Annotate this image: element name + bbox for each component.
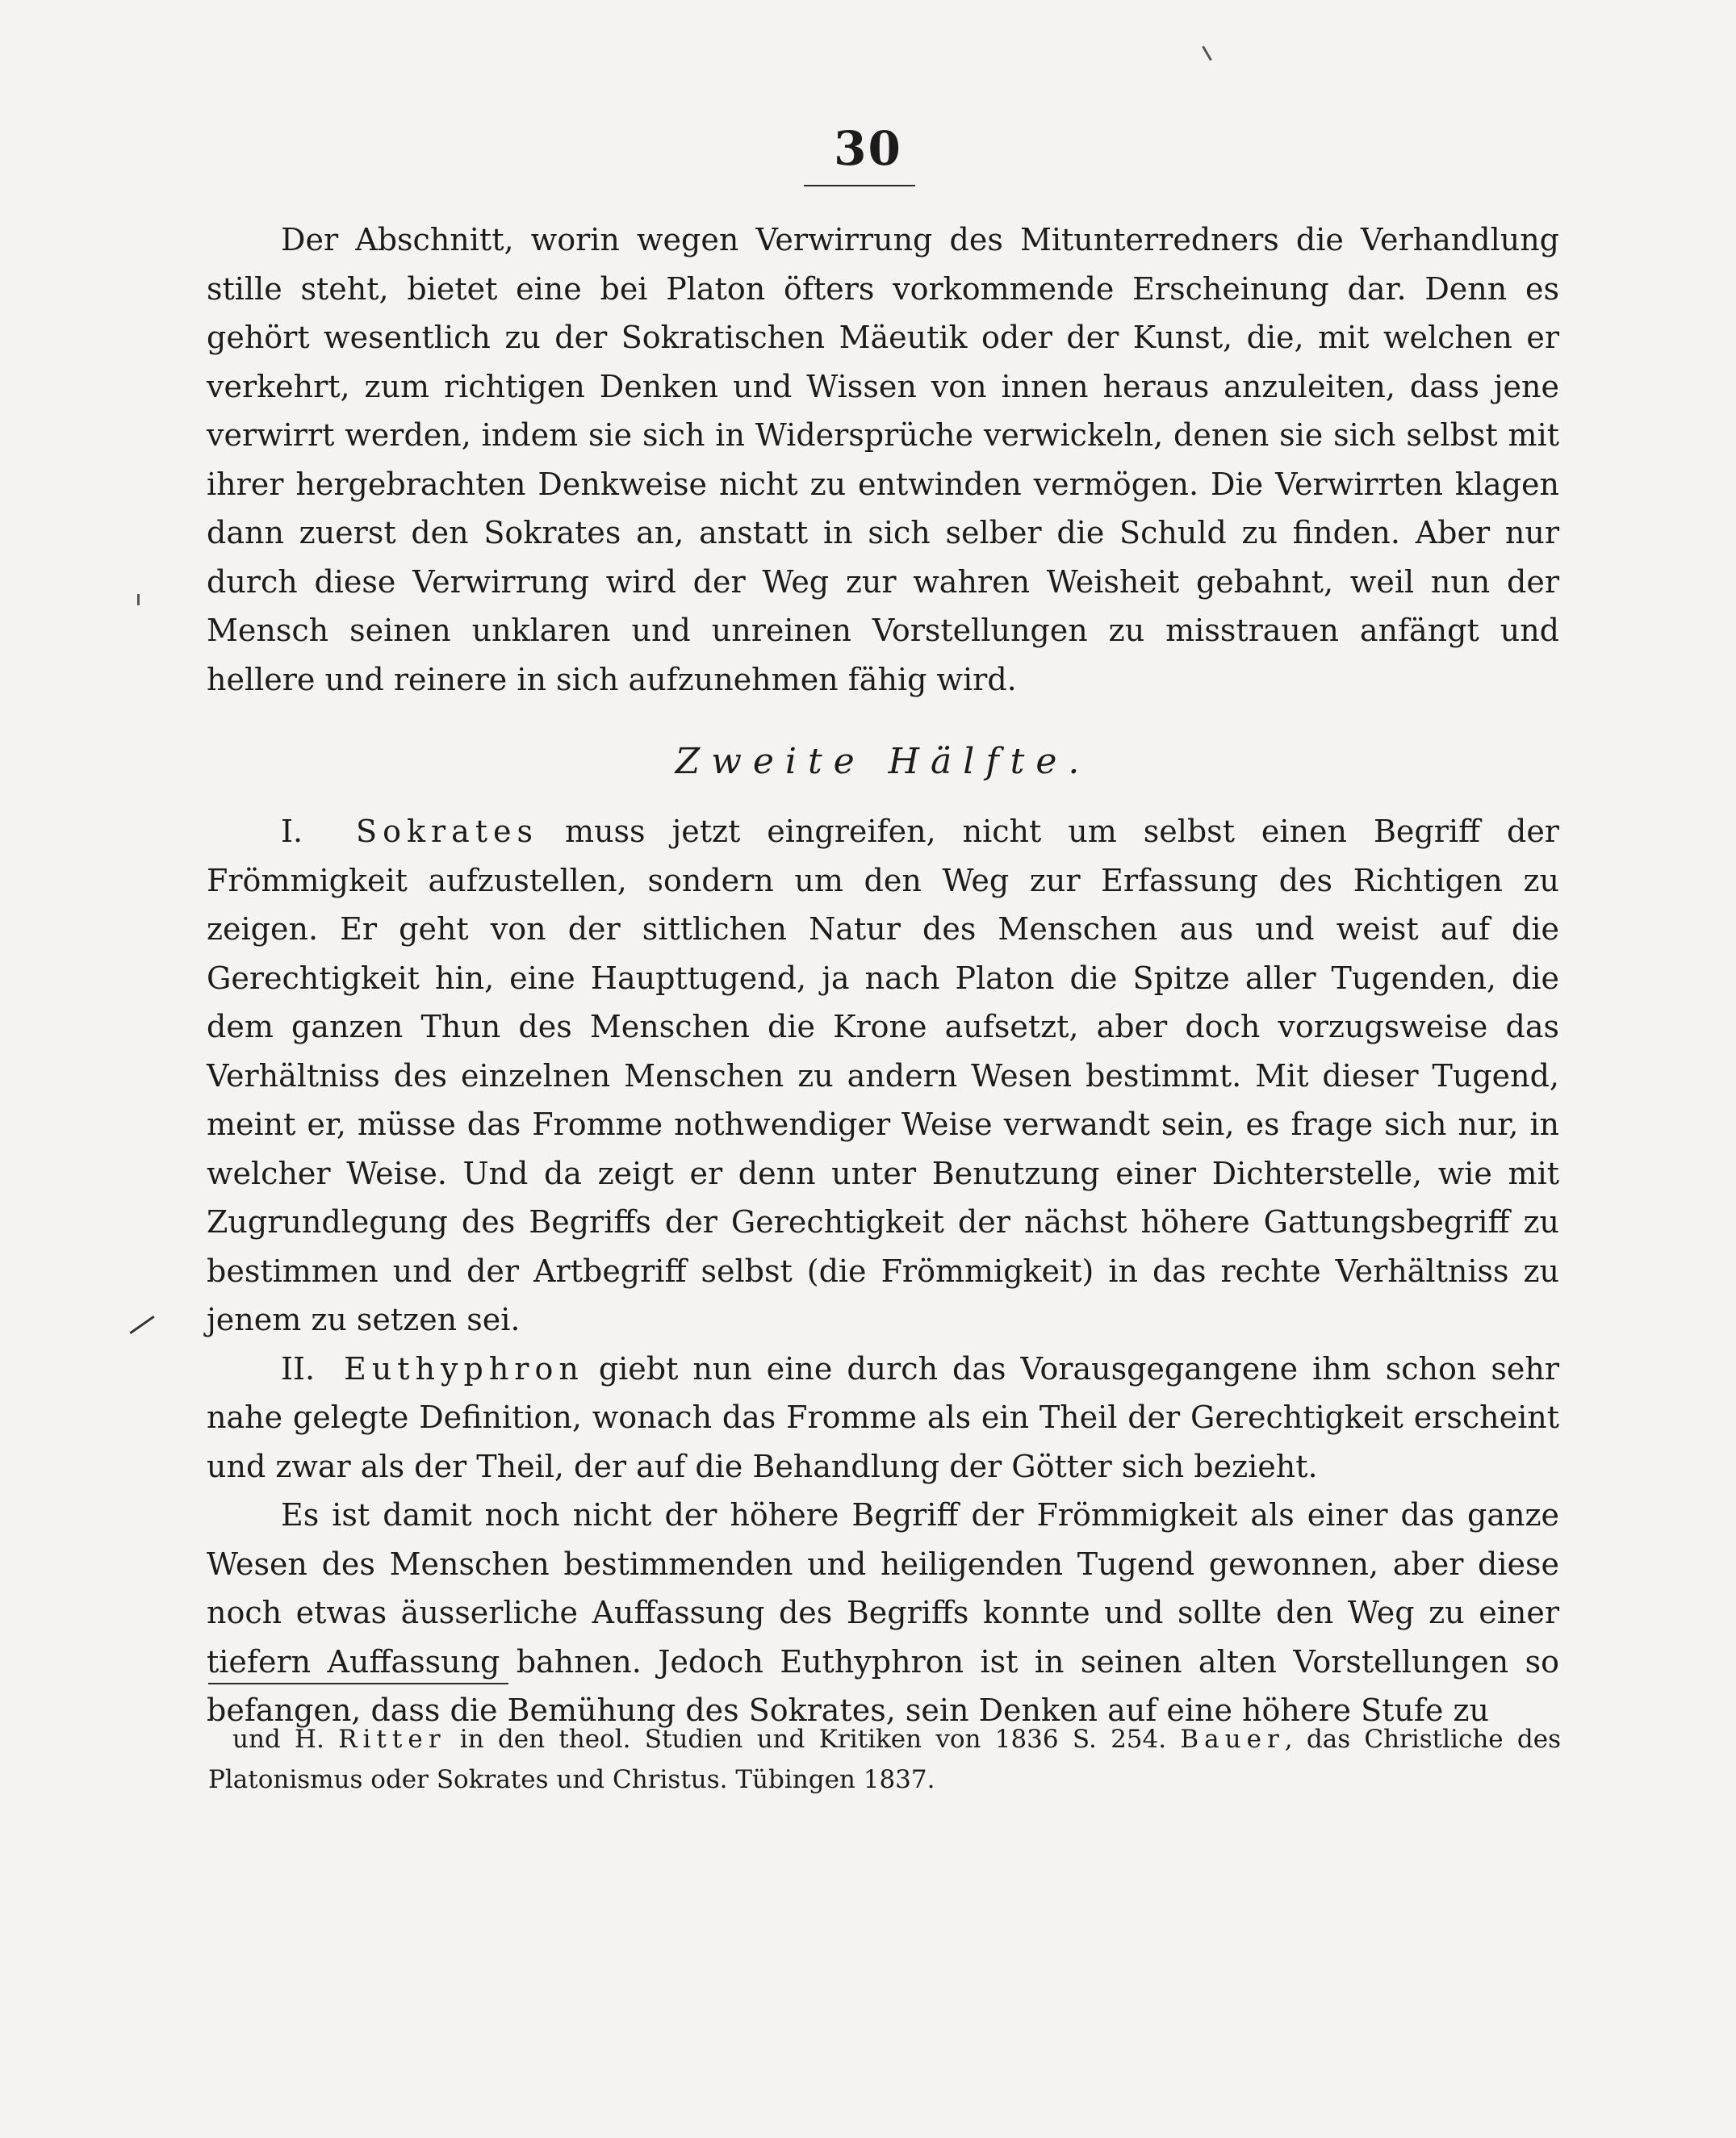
footnote-author-ritter: Ritter — [338, 1725, 446, 1754]
section-1-name: Sokrates — [356, 814, 539, 849]
paragraph-closing: Es ist damit noch nicht der höhere Begriff der Frömmigkeit als einer das ganze Wesen des Menschen bestimmenden und heiligenden Tugend gewonnen, aber diese noch etwas äusserliche Auffassung des Begriffs konnte und sollte den Weg zu einer tiefern Auffassung bahnen. Jedoch Euthyphron ist in seinen alten Vorstellungen so befangen, dass die Bemühung des Sokrates, sein Denken auf eine höhere Stufe zu — [207, 1497, 1559, 1728]
footnote-pre: und H. — [232, 1725, 324, 1754]
margin-arrow-mark — [129, 1316, 154, 1334]
section-heading: Zweite Hälfte. — [675, 741, 1091, 782]
page-number-rule — [804, 185, 915, 186]
paragraph-section-1 — [207, 807, 1559, 1345]
footnote-rule — [208, 1683, 508, 1684]
footnote-post: , das Christliche des Platonismus oder Sokrates und Christus. Tübingen 1837. — [208, 1725, 1561, 1794]
body-text — [207, 215, 1559, 1735]
paragraph-abschnitt: Der Abschnitt, worin wegen Verwirrung des Mitunterredners die Verhandlung stille steht, bietet eine bei Platon öfters vorkommende Erscheinung dar. Denn es gehört wesentlich zu der Sokratischen Mäeutik oder der Kunst, die, mit welchen er verkehrt, zum richtigen Denken und Wissen von innen heraus anzuleiten, dass jene verwirrt werden, indem sie sich in Widersprüche verwickeln, denen sie sich selbst mit ihrer hergebrachten Denkweise nicht zu entwinden vermögen. Die Verwirrten klagen dann zuerst den Sokrates an, anstatt in sich selber die Schuld zu finden. Aber nur durch diese Verwirrung wird der Weg zur wahren Weisheit gebahnt, weil nun der Mensch seinen unklaren und unreinen Vorstellungen zu misstrauen anfängt und hellere und reinere in sich aufzunehmen fähig wird. — [207, 222, 1559, 697]
section-2-text: giebt nun eine durch das Vorausgegangene ihm schon sehr nahe gelegte Definition, wonach das Fromme als ein Theil der Gerechtigkeit erscheint und zwar als der Theil, der auf die Behandlung der Götter sich bezieht. — [207, 1350, 1559, 1484]
section-1-text: muss jetzt eingreifen, nicht um selbst einen Begriff der Frömmigkeit aufzustellen, sondern um den Weg zur Erfassung des Richtigen zu zeigen. Er geht von der sittlichen Natur des Menschen aus und weist auf die Gerechtigkeit hin, eine Haupttugend, ja nach Platon die Spitze aller Tugenden, die dem ganzen Thun des Menschen die Krone aufsetzt, aber doch vorzugsweise das Verhältniss des einzelnen Menschen zu andern Wesen bestimmt. Mit dieser Tugend, meint er, müsse das Fromme nothwendiger Weise verwandt sein, es frage sich nur, in welcher Weise. Und da zeigt er denn unter Benutzung einer Dichterstelle, wie mit Zugrundlegung des Begriffs der Gerechtigkeit der nächst höhere Gattungsbegriff zu bestimmen und der Artbegriff selbst (die Frömmigkeit) in das rechte Verhältniss zu jenem zu setzen sei. — [207, 814, 1559, 1337]
page-number: 30 — [834, 121, 902, 176]
footnote-mid: in den theol. Studien und Kritiken von 1836 S. 254. — [459, 1725, 1167, 1754]
footnote-text — [208, 1719, 1561, 1800]
paragraph-section-2 — [207, 1345, 1559, 1492]
section-2-number: II. — [281, 1350, 316, 1387]
section-2-name: Euthyphron — [344, 1350, 584, 1387]
margin-tick — [137, 594, 140, 605]
section-1-number: I. — [281, 814, 303, 849]
footnote-author-bauer: Bauer — [1180, 1725, 1285, 1754]
footnote — [208, 1719, 1561, 1800]
margin-mark — [1202, 46, 1212, 61]
